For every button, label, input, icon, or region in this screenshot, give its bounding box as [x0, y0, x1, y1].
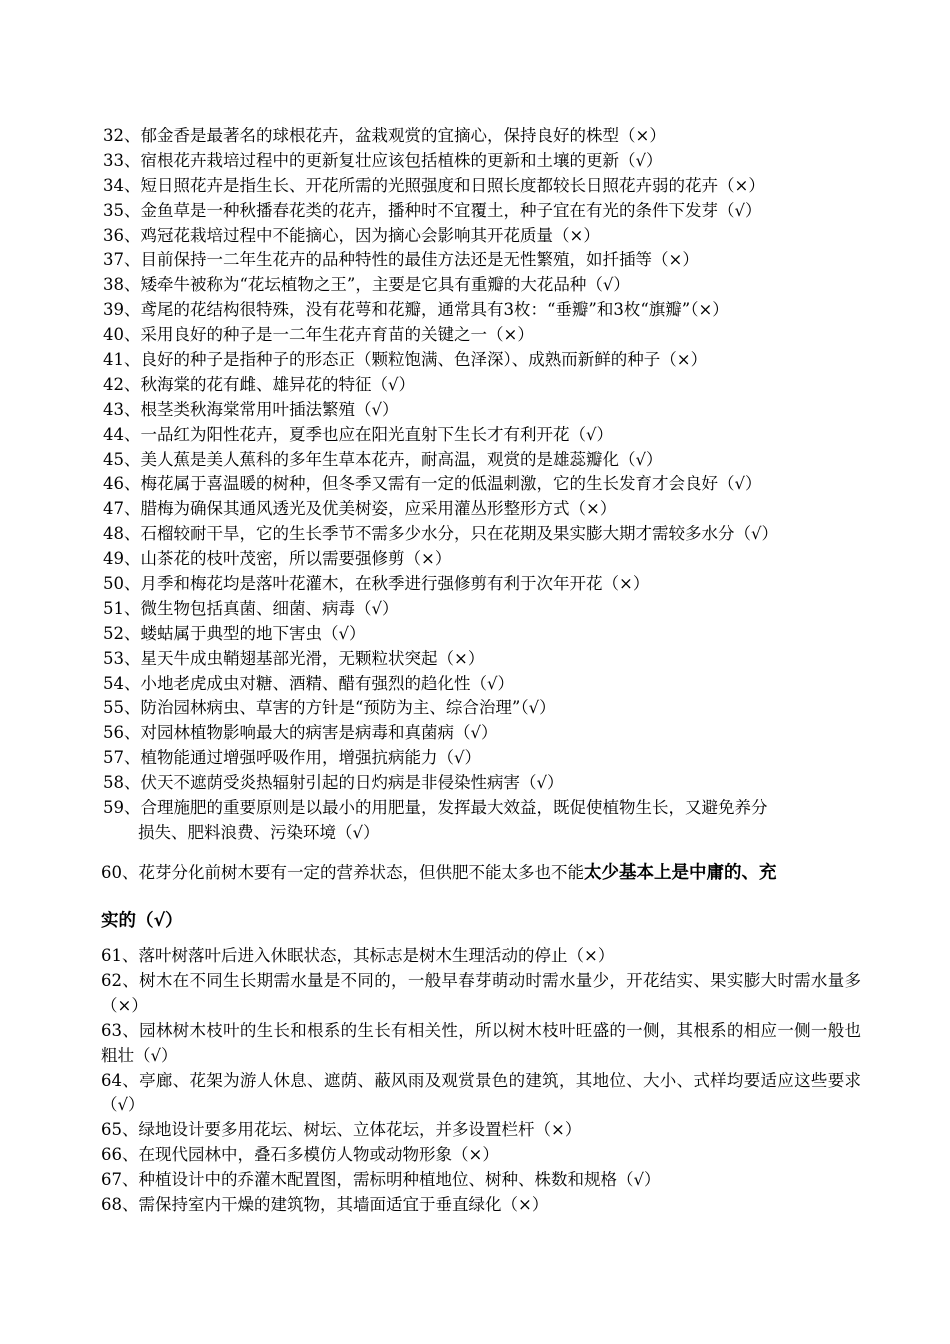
list-item: 42、秋海棠的花有雌、雄异花的特征（√）: [103, 374, 416, 394]
list-item: 36、鸡冠花栽培过程中不能摘心，因为摘心会影响其开花质量（×）: [103, 225, 600, 245]
list-item-60-normal: 60、花芽分化前树木要有一定的营养状态，但供肥不能太多也不能: [101, 863, 584, 882]
list-item: 53、星天牛成虫鞘翅基部光滑，无颗粒状突起（×）: [103, 648, 485, 668]
list-item-59: [103, 796, 863, 846]
question-list-b: [101, 944, 861, 1218]
list-item-60-bold: 太少基本上是中庸的、充: [584, 863, 777, 883]
list-item: 48、石榴较耐干旱，它的生长季节不需多少水分，只在花期及果实膨大期才需较多水分（√）: [103, 524, 779, 544]
list-item: 34、短日照花卉是指生长、开花所需的光照强度和日照长度都较长日照花卉弱的花卉（×）: [103, 175, 765, 195]
list-item: 38、矮牵牛被称为“花坛植物之王”，主要是它具有重瓣的大花品种（√）: [103, 275, 630, 295]
list-item: 52、蝼蛄属于典型的地下害虫（√）: [103, 623, 366, 643]
list-item: 35、金鱼草是一种秋播春花类的花卉，播种时不宜覆土，种子宜在有光的条件下发芽（√）: [103, 200, 762, 220]
list-item-59-cont: 损失、肥料浪费、污染环境（√）: [138, 822, 380, 842]
list-item: 51、微生物包括真菌、细菌、病毒（√）: [103, 598, 399, 618]
list-item: 55、防治园林病虫、草害的方针是“预防为主、综合治理”（√）: [103, 698, 556, 718]
list-item: 39、鸢尾的花结构很特殊，没有花萼和花瓣，通常具有3枚：“垂瓣”和3枚“旗瓣”（×）: [103, 300, 729, 320]
list-item: 41、良好的种子是指种子的形态正（颗粒饱满、色泽深）、成熟而新鲜的种子（×）: [103, 350, 708, 370]
list-item: 65、绿地设计要多用花坛、树坛、立体花坛，并多设置栏杆（×）: [101, 1120, 582, 1140]
list-item: 66、在现代园林中，叠石多模仿人物或动物形象（×）: [101, 1145, 499, 1165]
list-item: 46、梅花属于喜温暖的树种，但冬季又需有一定的低温刺激，它的生长发育才会良好（√）: [103, 474, 762, 494]
list-item: 54、小地老虎成虫对糖、酒精、醋有强烈的趋化性（√）: [103, 673, 515, 693]
list-item: 33、宿根花卉栽培过程中的更新复壮应该包括植株的更新和土壤的更新（√）: [103, 150, 663, 170]
list-item: 37、目前保持一二年生花卉的品种特性的最佳方法还是无性繁殖，如扦插等（×）: [103, 250, 699, 270]
list-item: 43、根茎类秋海棠常用叶插法繁殖（√）: [103, 399, 399, 419]
list-item: 40、采用良好的种子是一二年生花卉育苗的关键之一（×）: [103, 325, 534, 345]
list-item: 44、一品红为阳性花卉，夏季也应在阳光直射下生长才有利开花（√）: [103, 424, 614, 444]
list-item: 63、园林树木枝叶的生长和根系的生长有相关性，所以树木枝叶旺盛的一侧，其根系的相应一侧一般也粗壮（√）: [101, 1020, 861, 1065]
list-item-60: [101, 856, 861, 938]
list-item: 62、树木在不同生长期需水量是不同的，一般早春芽萌动时需水量少，开花结实、果实膨大时需水量多（×）: [101, 970, 861, 1015]
list-item: 47、腊梅为确保其通风透光及优美树姿，应采用灌丛形整形方式（×）: [103, 499, 617, 519]
list-item: 57、植物能通过增强呼吸作用，增强抗病能力（√）: [103, 748, 482, 768]
list-item: 61、落叶树落叶后进入休眠状态，其标志是树木生理活动的停止（×）: [101, 946, 615, 965]
list-item-60-line2: 实的（√）: [101, 911, 183, 931]
list-item: 45、美人蕉是美人蕉科的多年生草本花卉，耐高温，观赏的是雄蕊瓣化（√）: [103, 449, 663, 469]
list-item: 49、山茶花的枝叶茂密，所以需要强修剪（×）: [103, 549, 452, 569]
list-item: 67、种植设计中的乔灌木配置图，需标明种植地位、树种、株数和规格（√）: [101, 1170, 661, 1190]
list-item: 58、伏天不遮荫受炎热辐射引起的日灼病是非侵染性病害（√）: [103, 773, 564, 793]
list-item: 56、对园林植物影响最大的病害是病毒和真菌病（√）: [103, 723, 498, 743]
list-item: 64、亭廊、花架为游人休息、遮荫、蔽风雨及观赏景色的建筑，其地位、大小、式样均要适应这些要求（√）: [101, 1070, 861, 1115]
list-item-59-first: 59、合理施肥的重要原则是以最小的用肥量，发挥最大效益，既促使植物生长，又避免养分: [103, 798, 768, 818]
list-item: 68、需保持室内干燥的建筑物，其墙面适宜于垂直绿化（×）: [101, 1195, 549, 1215]
list-item: 32、郁金香是最著名的球根花卉，盆栽观赏的宜摘心，保持良好的株型（×）: [103, 126, 666, 145]
question-list-a: [103, 124, 863, 846]
list-item: 50、月季和梅花均是落叶花灌木，在秋季进行强修剪有利于次年开花（×）: [103, 574, 650, 594]
